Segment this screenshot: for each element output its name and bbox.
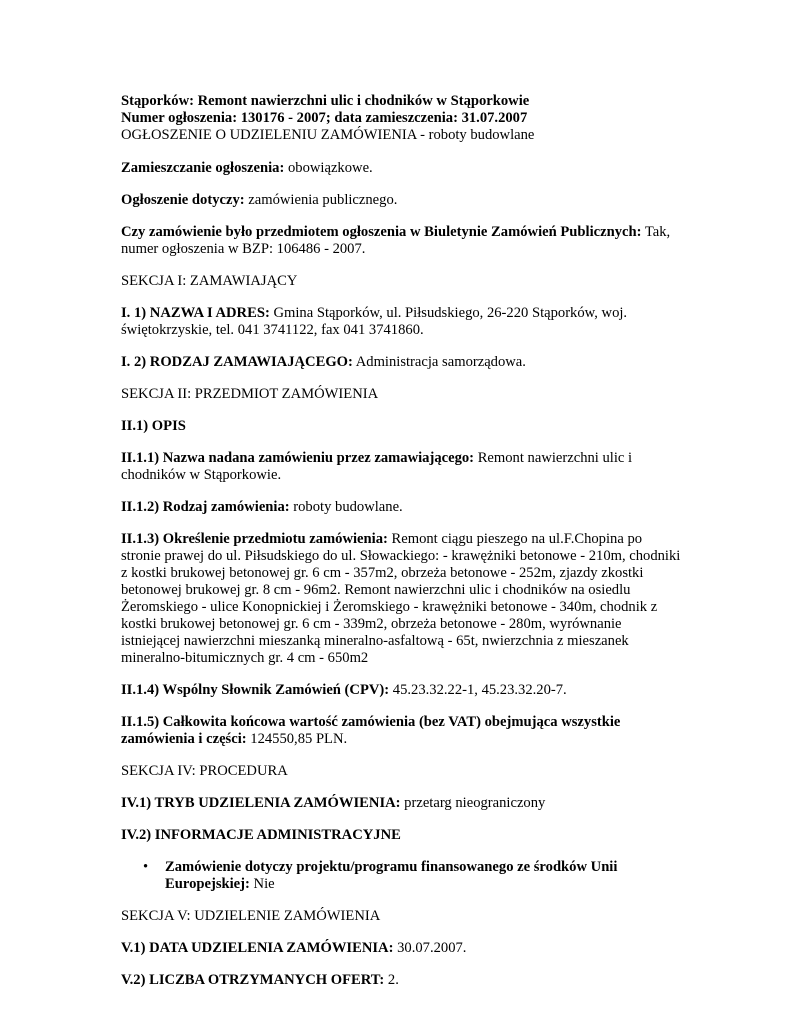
field-label: V.2) LICZBA OTRZYMANYCH OFERT: — [121, 972, 385, 988]
field-label: II.1.1) Nazwa nadana zamówieniu przez zamawiającego: — [121, 450, 475, 466]
field-value: 45.23.32.22-1, 45.23.32.20-7. — [389, 682, 567, 698]
field-value: 30.07.2007. — [393, 940, 467, 956]
field-value: Tak, numer ogłoszenia w BZP: 106486 - 2007. — [121, 224, 671, 257]
field-procedure-mode — [121, 795, 681, 812]
list-item-eu-funding — [121, 859, 681, 893]
field-concerns — [121, 192, 681, 209]
field-value: 2. — [384, 972, 399, 988]
field-award-date — [121, 940, 681, 957]
field-name-address — [121, 305, 681, 339]
field-value: Remont nawierzchni ulic i chodników w Stąporkowie. — [121, 450, 633, 483]
field-value: 124550,85 PLN. — [246, 731, 348, 747]
field-value: roboty budowlane. — [289, 499, 403, 515]
document-header — [121, 93, 681, 144]
document-title: Stąporków: Remont nawierzchni ulic i chodników w Stąporkowie — [121, 93, 530, 109]
field-label: II.1.5) Całkowita końcowa wartość zamówienia (bez VAT) obejmująca wszystkie zamówienia i części: — [121, 714, 621, 747]
section-1-heading: SEKCJA I: ZAMAWIAJĄCY — [121, 273, 298, 289]
document-page — [121, 93, 681, 1004]
field-total-value — [121, 714, 681, 748]
field-label: Czy zamówienie było przedmiotem ogłoszenia w Biuletynie Zamówień Publicznych: — [121, 224, 642, 240]
field-label: Zamówienie dotyczy projektu/programu finansowanego ze środków Unii Europejskiej: — [165, 859, 618, 892]
field-order-kind — [121, 499, 681, 516]
field-value: zamówienia publicznego. — [244, 192, 398, 208]
announcement-type-line: OGŁOSZENIE O UDZIELENIU ZAMÓWIENIA - roboty budowlane — [121, 127, 535, 143]
subsection-opis-heading: II.1) OPIS — [121, 418, 186, 434]
field-label: II.1.4) Wspólny Słownik Zamówień (CPV): — [121, 682, 390, 698]
field-bzp — [121, 224, 681, 258]
bullet-icon: • — [143, 859, 149, 875]
announcement-number-line: Numer ogłoszenia: 130176 - 2007; data zamieszczenia: 31.07.2007 — [121, 110, 528, 126]
field-offers-count — [121, 972, 681, 989]
field-value: przetarg nieograniczony — [400, 795, 546, 811]
field-label: Zamieszczanie ogłoszenia: — [121, 160, 285, 176]
section-5-heading: SEKCJA V: UDZIELENIE ZAMÓWIENIA — [121, 908, 381, 924]
field-value: obowiązkowe. — [284, 160, 373, 176]
section-4-heading: SEKCJA IV: PROCEDURA — [121, 763, 288, 779]
field-label: Ogłoszenie dotyczy: — [121, 192, 245, 208]
field-value: Administracja samorządowa. — [352, 354, 526, 370]
section-2-heading: SEKCJA II: PRZEDMIOT ZAMÓWIENIA — [121, 386, 379, 402]
field-placement — [121, 160, 681, 177]
field-value: Remont ciągu pieszego na ul.F.Chopina po stronie prawej do ul. Piłsudskiego do ul. Słowackiego: - krawężniki betonowe - 210m, chodniki z kostki brukowej betonowej gr. 6 cm - 357m2, obrzeża betonowe - 252m, zjazdy zkostki betonowej brukowej gr. 8 cm - 96m2. Remont nawierzchni ulic i chodników na osiedlu Żeromskiego - ulice Konopnickiej i Żeromskiego - krawężniki betonowe - 340m, chodnik z kostki brukowej betonowej gr. 6 cm - 339m2, obrzeża betonowe - 280m, wyrównanie istniejącej nawierzchni mieszanką mineralno-asfaltową - 65t, nwierzchnia z mieszanek mineralno-bitumicznych gr. 4 cm - 650m2 — [121, 531, 681, 666]
field-value: Nie — [249, 876, 275, 892]
field-label: I. 1) NAZWA I ADRES: — [121, 305, 270, 321]
field-order-name — [121, 450, 681, 484]
field-label: V.1) DATA UDZIELENIA ZAMÓWIENIA: — [121, 940, 394, 956]
admin-info-list — [121, 859, 681, 893]
field-label: II.1.2) Rodzaj zamówienia: — [121, 499, 290, 515]
field-order-subject — [121, 531, 681, 667]
field-label: II.1.3) Określenie przedmiotu zamówienia: — [121, 531, 388, 547]
field-label: IV.1) TRYB UDZIELENIA ZAMÓWIENIA: — [121, 795, 401, 811]
field-cpv — [121, 682, 681, 699]
field-label: I. 2) RODZAJ ZAMAWIAJĄCEGO: — [121, 354, 353, 370]
subsection-admin-heading: IV.2) INFORMACJE ADMINISTRACYJNE — [121, 827, 401, 843]
field-contracting-type — [121, 354, 681, 371]
field-value: Gmina Stąporków, ul. Piłsudskiego, 26-220 Stąporków, woj. świętokrzyskie, tel. 041 3741122, fax 041 3741860. — [121, 305, 628, 338]
